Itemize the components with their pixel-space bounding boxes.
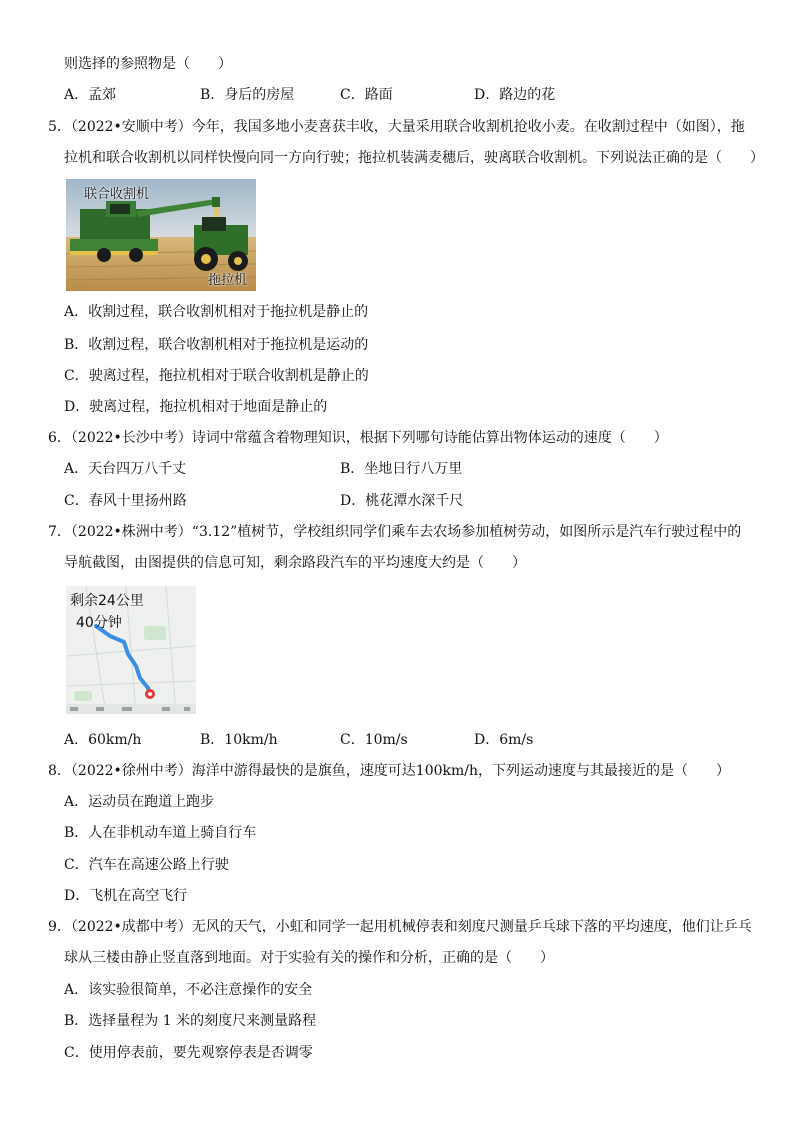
q5-stem-line1: 5．（2022•安顺中考）今年，我国多地小麦喜获丰收，大量采用联合收割机抢收小麦。在收割过程中（如图），拖 [48, 119, 745, 135]
q8-stem-line1: 8．（2022•徐州中考）海洋中游得最快的是旗鱼，速度可达100km/h，下列运动速度与其最接近的是（ ） [48, 763, 731, 779]
q4-option-b: B．身后的房屋 [200, 87, 295, 103]
q4-option-c: C．路面 [340, 87, 393, 103]
q4-option-a: A．孟郊 [64, 87, 117, 103]
q5-harvester-photo [66, 179, 256, 291]
q9-option-c: C．使用停表前，要先观察停表是否调零 [64, 1045, 313, 1061]
q7-stem-line2: 导航截图，由图提供的信息可知，剩余路段汽车的平均速度大约是（ ） [64, 555, 526, 571]
q4-stem-tail: 则选择的参照物是（ ） [64, 56, 232, 72]
q9-option-a: A．该实验很简单，不必注意操作的安全 [64, 982, 313, 998]
q6-stem-line1: 6．（2022•长沙中考）诗词中常蕴含着物理知识，根据下列哪句诗能估算出物体运动的速度（ ） [48, 430, 668, 446]
harvester-label: 联合收割机 [84, 187, 150, 202]
q8-option-c: C．汽车在高速公路上行驶 [64, 857, 229, 873]
q5-option-a: A．收割过程，联合收割机相对于拖拉机是静止的 [64, 304, 369, 320]
q9-option-b: B．选择量程为 1 米的刻度尺来测量路程 [64, 1013, 317, 1029]
q7-navigation-map [66, 586, 196, 714]
q6-option-c: C．春风十里扬州路 [64, 493, 187, 509]
q4-options [64, 86, 764, 104]
q6-option-a: A．天台四万八千丈 [64, 461, 187, 477]
q8-option-a: A．运动员在跑道上跑步 [64, 794, 215, 810]
remaining-time-label: 40分钟 [76, 615, 122, 631]
q5-option-b: B．收割过程，联合收割机相对于拖拉机是运动的 [64, 337, 369, 353]
q7-options [64, 731, 764, 749]
q7-option-c: C．10m/s [340, 732, 408, 748]
q5-option-d: D．驶离过程，拖拉机相对于地面是静止的 [64, 399, 328, 415]
q5-option-c: C．驶离过程，拖拉机相对于联合收割机是静止的 [64, 368, 369, 384]
remaining-distance-label: 剩余24公里 [70, 593, 144, 609]
q7-option-d: D．6m/s [474, 732, 534, 748]
q7-option-b: B．10km/h [200, 732, 278, 748]
q6-options-row1 [64, 460, 764, 478]
q6-option-d: D．桃花潭水深千尺 [340, 493, 464, 509]
q4-option-d: D．路边的花 [474, 87, 556, 103]
q6-options-row2 [64, 492, 764, 510]
q5-stem-line2: 拉机和联合收割机以同样快慢向同一方向行驶；拖拉机装满麦穗后，驶离联合收割机。下列说法正确的是（ ） [64, 150, 764, 166]
q8-option-d: D．飞机在高空飞行 [64, 888, 188, 904]
q8-option-b: B．人在非机动车道上骑自行车 [64, 825, 257, 841]
q9-stem-line1: 9．（2022•成都中考）无风的天气，小虹和同学一起用机械停表和刻度尺测量乒乓球下落的平均速度，他们让乒乓 [48, 919, 752, 935]
q7-option-a: A．60km/h [64, 732, 142, 748]
tractor-label: 拖拉机 [208, 273, 248, 288]
q6-option-b: B．坐地日行八万里 [340, 461, 463, 477]
q7-stem-line1: 7．（2022•株洲中考）“3.12”植树节，学校组织同学们乘车去农场参加植树劳动，如图所示是汽车行驶过程中的 [48, 524, 742, 540]
q9-stem-line2: 球从三楼由静止竖直落到地面。对于实验有关的操作和分析，正确的是（ ） [64, 950, 554, 966]
